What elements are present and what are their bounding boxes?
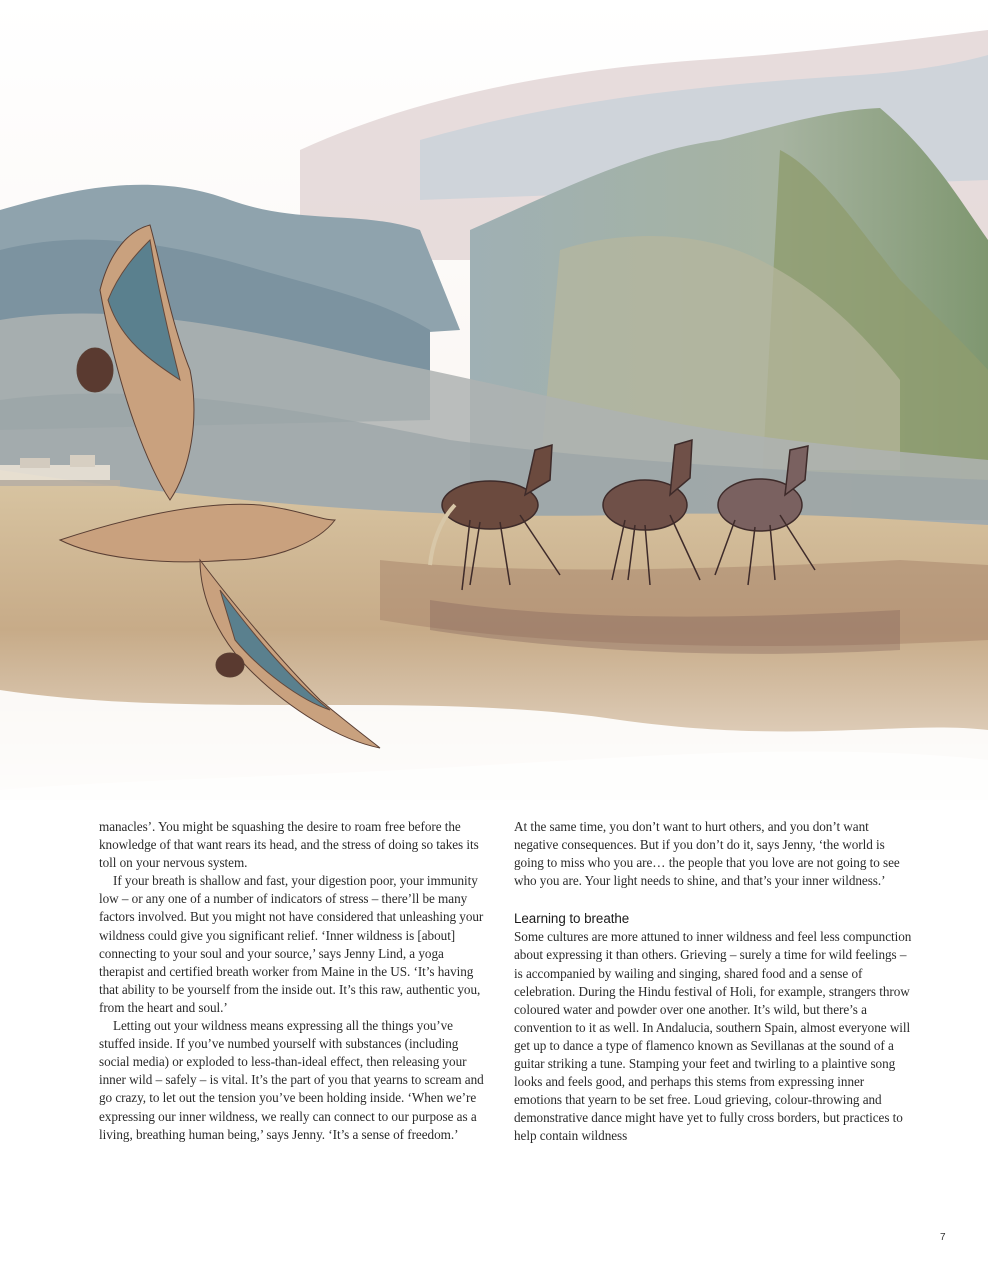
paragraph: Letting out your wildness means expressing all the things you’ve stuffed inside. If you’ve numbed yourself with substances (including social media) or exploded to less-than-ideal effect, then releasing your inner wild – safely – is vital. It’s the part of you that yearns to scream and go crazy, to let out the tension you’ve been holding inside. ‘When we’re expressing our inner wildness, we really can connect to our purpose as a living, breathing human being,’ says Jenny. ‘It’s a sense of freedom.’	[99, 1018, 484, 1142]
paragraph: manacles’. You might be squashing the desire to roam free before the knowledge of that want rears its head, and the stress of doing so takes its toll on your nervous system.	[99, 819, 479, 871]
paragraph: If your breath is shallow and fast, your digestion poor, your immunity low – or any one of a number of indicators of stress – there’ll be many factors involved. But you might not have considered that unleashing your wildness could give you significant relief. ‘Inner wildness is [about] connecting to your soul and your source,’ says Jenny Lind, a yoga therapist and certified breath worker from Maine in the US. ‘It’s having that ability to be yourself from the inside out. It’s this raw, authentic you, from the heart and soul.’	[99, 873, 484, 1015]
page-number: 7	[940, 1232, 946, 1243]
paragraph: At the same time, you don’t want to hurt others, and you don’t want negative consequences. But if you don’t do it, says Jenny, ‘the world is going to miss who you are… the people that you love are not going to see who you are. Your light needs to shine, and that’s your inner wildness.’	[514, 819, 900, 889]
article-column-right	[514, 818, 914, 1146]
paragraph: Some cultures are more attuned to inner wildness and feel less compunction about expressing it than others. Grieving – surely a time for wild feelings – is accompanied by wailing and singing, shared food and a sense of celebration. During the Hindu festival of Holi, for example, strangers throw coloured water and powder over one another. It’s wild, but there’s a convention to it as well. In Andalucia, southern Spain, almost everyone will get up to dance a type of flamenco known as Sevillanas at the sound of a guitar striking a tune. Stamping your feet and twirling to a plaintive song looks and feels good, and perhaps this stems from expressing inner emotions that yearn to be set free. Loud grieving, colour-throwing and demonstrative dance might have yet to fully cross borders, but practices to help contain wildness	[514, 929, 912, 1144]
article-column-left	[99, 818, 489, 1144]
section-heading: Learning to breathe	[514, 911, 630, 927]
